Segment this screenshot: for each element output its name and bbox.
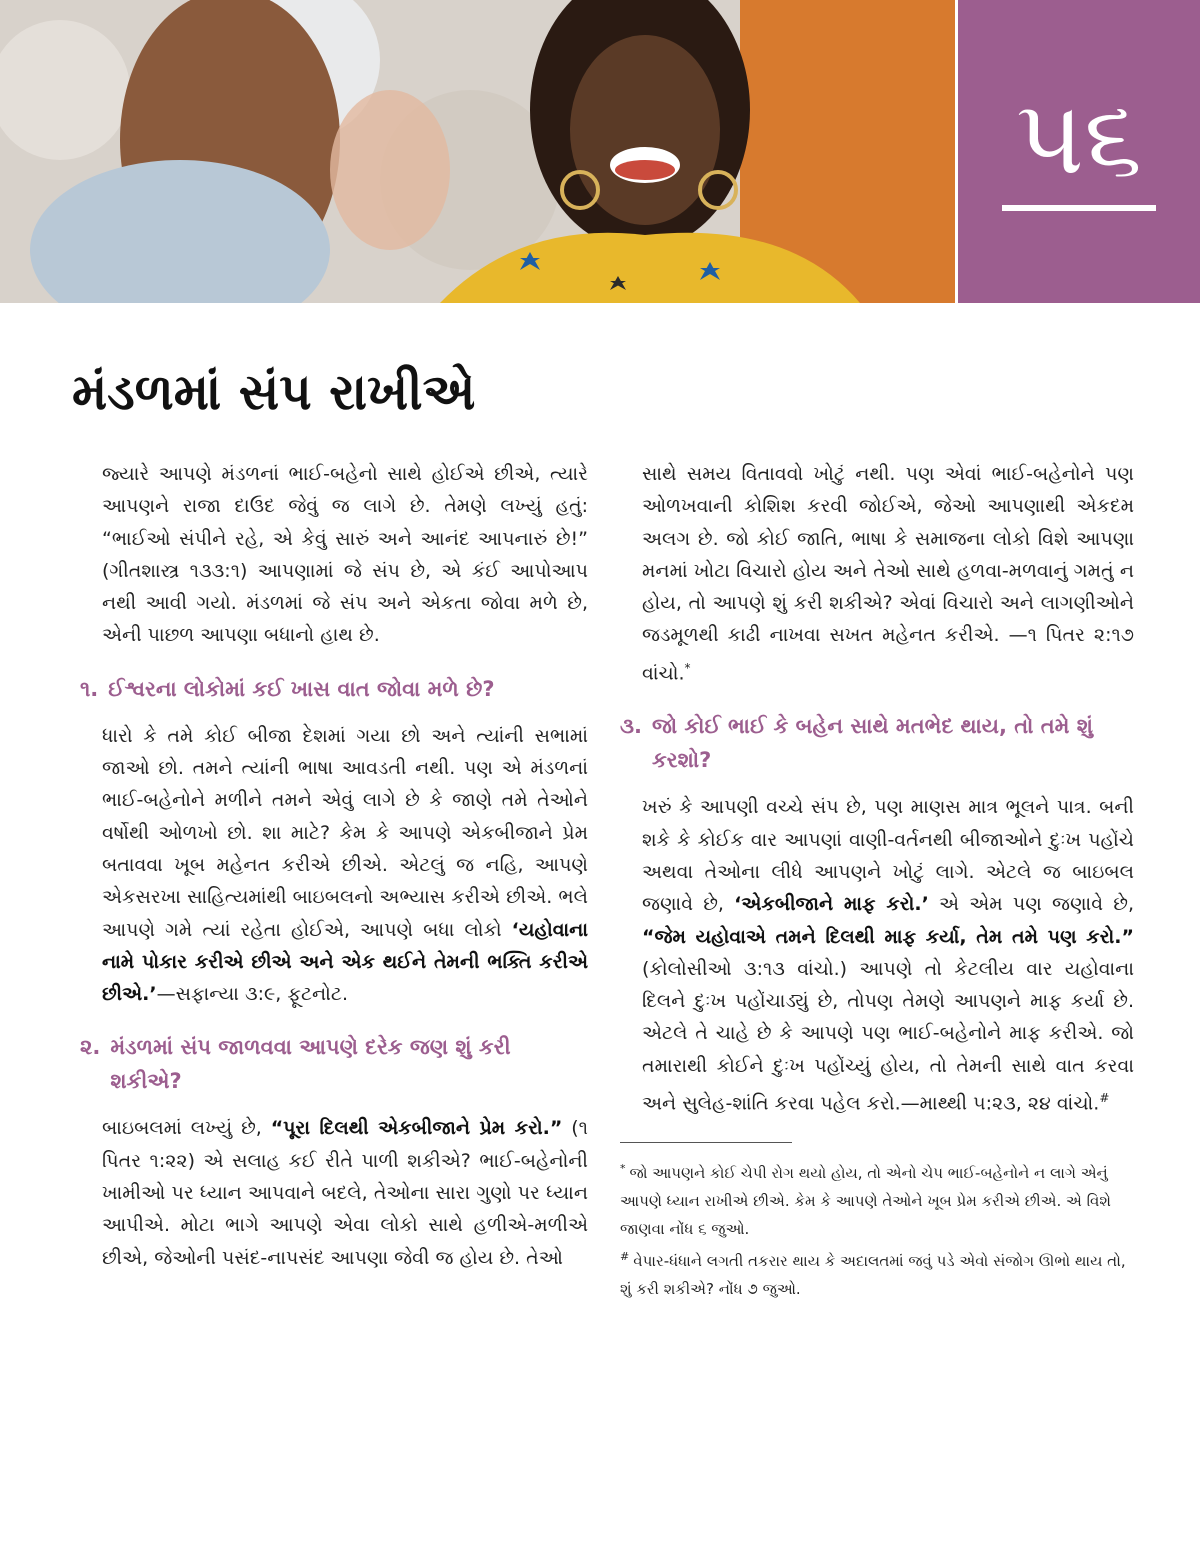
footnote-ref-hash[interactable]: # xyxy=(1099,1091,1110,1106)
section-1-reference: —સફાન્યા ૩:૯, ફૂટનોટ. xyxy=(156,983,349,1006)
section-3-text-mid: એ એમ પણ જણાવે છે, xyxy=(928,893,1134,916)
footnote-2 xyxy=(620,1243,1134,1303)
chapter-number-box xyxy=(958,0,1200,303)
section-1-text: ધારો કે તમે કોઈ બીજા દેશમાં ગયા છો અને ત્યાંની સભામાં જાઓ છો. તમને ત્યાંની ભાષા આવડતી નથી. પણ એ મંડળનાં ભાઈ-બહેનોને મળીને તમને એવું લાગે છે કે જાણે તમે તેઓને વર્ષોથી ઓળખો છો. શા માટે? કેમ કે આપણે એકબીજાને પ્રેમ બતાવવા ખૂબ મહેનત કરીએ છીએ. એટલું જ નહિ, આપણે એકસરખા સાહિત્યમાંથી બાઇબલનો અભ્યાસ કરીએ છીએ. ભલે આપણે ગમે ત્યાં રહેતા હોઈએ, આપણે બધા લોકો xyxy=(102,724,588,941)
section-3-text: ખરું કે આપણી વચ્ચે સંપ છે, પણ માણસ માત્ર ભૂલને પાત્ર. બની શકે કે કોઈક વાર આપણાં વાણી-વર્તનથી બીજાઓને દુઃખ પહોંચે અથવા તેઓના લીધે આપણને ખોટું લાગે. એટલે જ બાઇબલ જણાવે છે, xyxy=(642,796,1134,916)
section-3-quote-1: ‘એકબીજાને માફ કરો.’ xyxy=(734,893,929,916)
question-3 xyxy=(620,709,1134,777)
footnote-1-text: જો આપણને કોઈ ચેપી રોગ થયો હોય, તો એનો ચેપ ભાઈ-બહેનોને ન લાગે એનું આપણે ધ્યાન રાખીએ છીએ. કેમ કે આપણે તેઓને ખૂબ પ્રેમ કરીએ છીએ. એ વિશે જાણવા નોંધ ૬ જુઓ. xyxy=(620,1163,1111,1238)
intro-paragraph: જ્યારે આપણે મંડળનાં ભાઈ-બહેનો સાથે હોઈએ છીએ, ત્યારે આપણને રાજા દાઉદ જેવું જ લાગે છે. તેમણે લખ્યું હતું: “ભાઈઓ સંપીને રહે, એ કેવું સારું અને આનંદ આપનારું છે!” (ગીતશાસ્ત્ર ૧૩૩:૧) આપણામાં જે સંપ છે, એ કંઈ આપોઆપ નથી આવી ગયો. મંડળમાં જે સંપ અને એકતા જોવા મળે છે, એની પાછળ આપણા બધાનો હાથ છે. xyxy=(102,463,588,647)
chapter-number-underline xyxy=(1002,205,1156,211)
footnote-1 xyxy=(620,1155,1134,1243)
footnote-divider xyxy=(620,1142,792,1143)
footnote-2-mark: # xyxy=(620,1249,630,1263)
section-3-quote-2: “જેમ યહોવાએ તમને દિલથી માફ કર્યા, તેમ તમે પણ કરો.” xyxy=(642,925,1134,948)
question-1-number: ૧. xyxy=(80,676,99,701)
section-1-paragraph xyxy=(80,720,588,1011)
left-column xyxy=(80,458,588,1274)
section-2-continued-text: સાથે સમય વિતાવવો ખોટું નથી. પણ એવાં ભાઈ-બહેનોને પણ ઓળખવાની કોશિશ કરવી જોઈએ, જેઓ આપણાથી એકદમ અલગ છે. જો કોઈ જાતિ, ભાષા કે સમાજના લોકો વિશે આપણા મનમાં ખોટા વિચારો હોય અને તેઓ સાથે હળવા-મળવાનું ગમતું ન હોય, તો આપણે શું કરી શકીએ? એવાં વિચારો અને લાગણીઓને જડમૂળથી કાઢી નાખવા સખત મહેનત કરીએ. —૧ પિતર ૨:૧૭ વાંચો. xyxy=(642,463,1134,685)
question-1-text: ઈશ્વરના લોકોમાં કઈ ખાસ વાત જોવા મળે છે? xyxy=(108,676,495,701)
section-2-continued xyxy=(620,458,1134,689)
question-2 xyxy=(80,1030,588,1098)
hero-photo-illustration xyxy=(0,0,955,303)
footnote-2-text: વેપાર-ધંધાને લગતી તકરાર થાય કે અદાલતમાં જવું પડે એવો સંજોગ ઊભો થાય તો, શું કરી શકીએ? નોંધ ૭ જુઓ. xyxy=(620,1251,1126,1298)
question-1 xyxy=(80,672,588,706)
question-2-number: ૨. xyxy=(80,1035,101,1060)
section-2-text: બાઇબલમાં લખ્યું છે, xyxy=(102,1117,271,1140)
question-3-number: ૩. xyxy=(620,714,642,739)
right-column xyxy=(620,458,1134,1303)
footnote-1-mark: * xyxy=(620,1161,626,1175)
section-2-quote: “પૂરા દિલથી એકબીજાને પ્રેમ કરો.” xyxy=(270,1117,563,1140)
section-2-text-cont: (૧ પિતર ૧:૨૨) એ સલાહ કઈ રીતે પાળી શકીએ? ભાઈ-બહેનોની ખામીઓ પર ધ્યાન આપવાને બદલે, તેઓના સારા ગુણો પર ધ્યાન આપીએ. મોટા ભાગે આપણે એવા લોકો સાથે હળીએ-મળીએ છીએ, જેઓની પસંદ-નાપસંદ આપણા જેવી જ હોય છે. તેઓ xyxy=(102,1117,588,1269)
question-2-text: મંડળમાં સંપ જાળવવા આપણે દરેક જણ શું કરી શકીએ? xyxy=(110,1035,511,1094)
footnote-ref-star[interactable]: * xyxy=(684,660,691,675)
chapter-number: ૫૬ xyxy=(1015,76,1143,198)
section-3-paragraph xyxy=(620,791,1134,1119)
page-title: મંડળમાં સંપ રાખીએ xyxy=(72,363,476,421)
section-2-paragraph xyxy=(80,1112,588,1273)
hero-photo xyxy=(0,0,955,303)
section-1-quote: ‘યહોવાના નામે પોકાર કરીએ છીએ અને એક થઈને તેમની ભક્તિ કરીએ છીએ.’ xyxy=(102,918,588,1006)
section-3-text-end: (કોલોસીઓ ૩:૧૩ વાંચો.) આપણે તો કેટલીય વાર યહોવાના દિલને દુઃખ પહોંચાડ્યું છે, તોપણ તેમણે આપણને માફ કર્યા છે. એટલે તે ચાહે છે કે આપણે પણ ભાઈ-બહેનોને માફ કરીએ. જો તમારાથી કોઈને દુઃખ પહોંચ્યું હોય, તો તેમની સાથે વાત કરવા અને સુલેહ-શાંતિ કરવા પહેલ કરો.—માથ્થી ૫:૨૩, ૨૪ વાંચો. xyxy=(642,957,1134,1115)
question-3-text: જો કોઈ ભાઈ કે બહેન સાથે મતભેદ થાય, તો તમે શું કરશો? xyxy=(651,714,1093,773)
